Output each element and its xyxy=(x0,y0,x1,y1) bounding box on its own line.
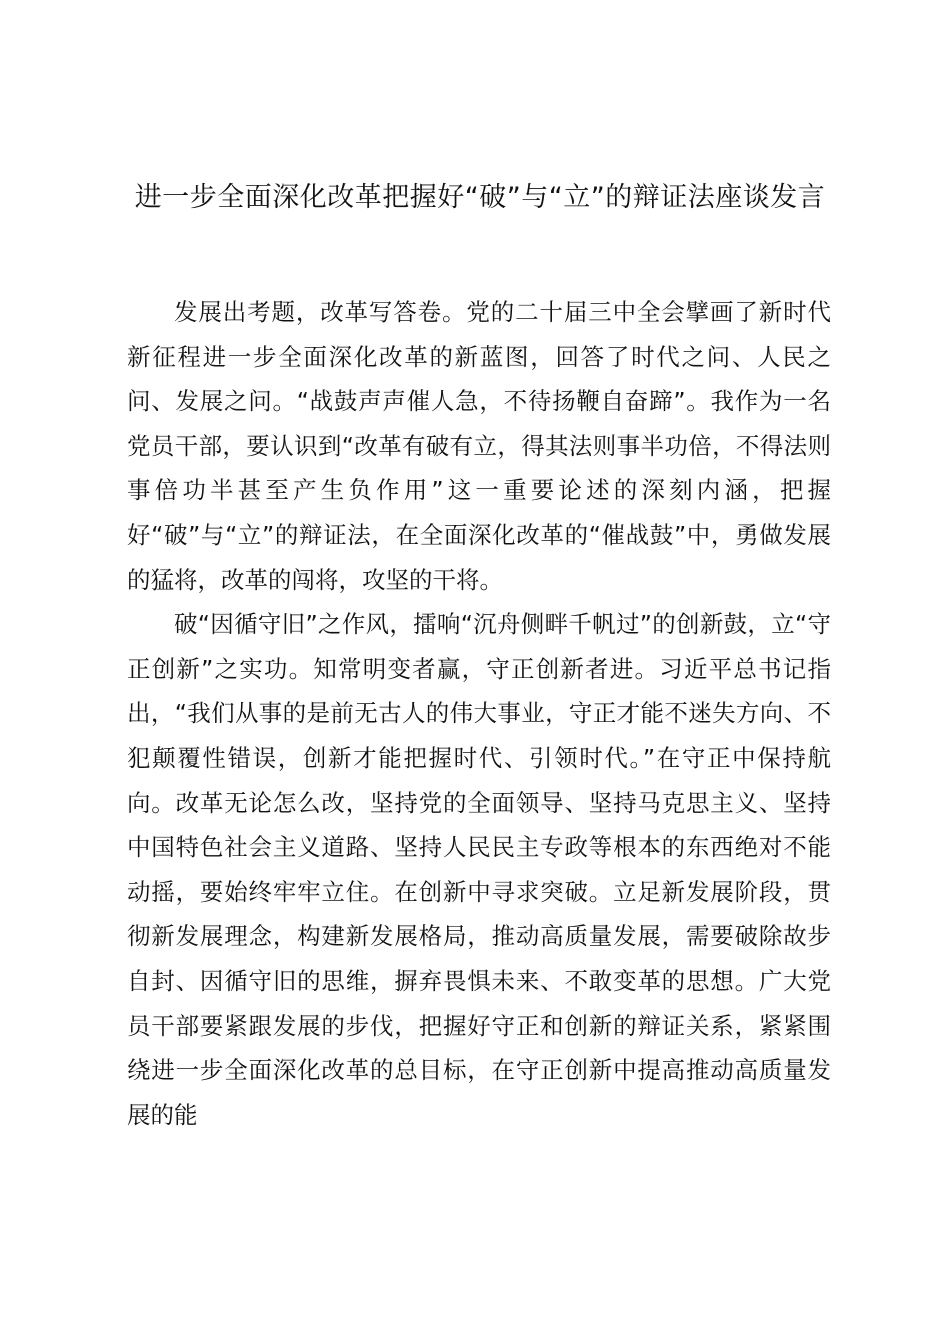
paragraph-1: 发展出考题，改革写答卷。党的二十届三中全会擘画了新时代新征程进一步全面深化改革的新蓝图，回答了时代之问、人民之问、发展之问。“战鼓声声催人急，不待扬鞭自奋蹄”。我作为一名党员干部，要认识到“改革有破有立，得其法则事半功倍，不得法则事倍功半甚至产生负作用”这一重要论述的深刻内涵，把握好“破”与“立”的辩证法，在全面深化改革的“催战鼓”中，勇做发展的猛将，改革的闯将，攻坚的干将。 xyxy=(127,298,831,594)
document-title: 进一步全面深化改革把握好“破”与“立”的辩证法座谈发言 xyxy=(134,182,826,213)
paragraph-2: 破“因循守旧”之作风，擂响“沉舟侧畔千帆过”的创新鼓，立“守正创新”之实功。知常明变者赢，守正创新者进。习近平总书记指出，“我们从事的是前无古人的伟大事业，守正才能不迷失方向、不犯颠覆性错误，创新才能把握时代、引领时代。”在守正中保持航向。改革无论怎么改，坚持党的全面领导、坚持马克思主义、坚持中国特色社会主义道路、坚持人民民主专政等根本的东西绝对不能动摇，要始终牢牢立住。在创新中寻求突破。立足新发展阶段，贯彻新发展理念，构建新发展格局，推动高质量发展，需要破除故步自封、因循守旧的思维，摒弃畏惧未来、不敢变革的思想。广大党员干部要紧跟发展的步伐，把握好守正和创新的辩证关系，紧紧围绕进一步全面深化改革的总目标，在守正创新中提高推动高质量发展的能 xyxy=(127,610,831,1129)
document-body xyxy=(127,290,831,1137)
